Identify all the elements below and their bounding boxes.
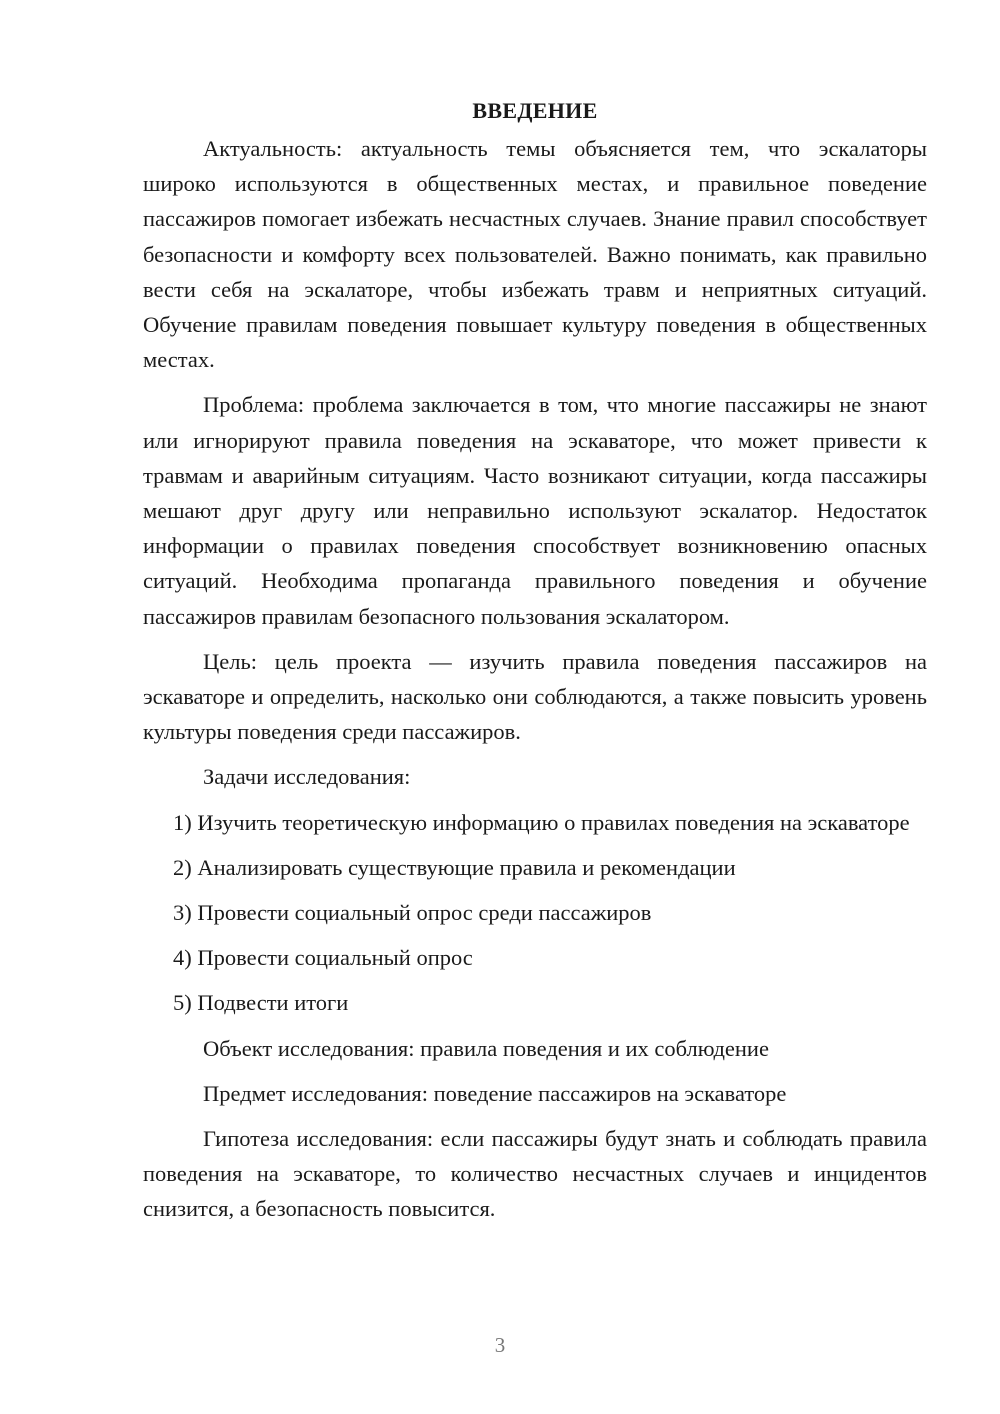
task-item-3: 3) Провести социальный опрос среди пассажиров bbox=[173, 900, 652, 926]
task-item-2: 2) Анализировать существующие правила и рекомендации bbox=[173, 854, 736, 880]
paragraph-problem: Проблема: проблема заключается в том, что многие пассажиры не знают или игнорируют правила поведения на эскаваторе, что может привести к травмам и аварийным ситуациям. Часто возникают ситуации, когда пассажиры мешают друг другу или неправильно используют эскалатор. Недостаток информации о правилах поведения способствует возникновению опасных ситуаций. Необходима пропаганда правильного поведения и обучение пассажиров правилам безопасного пользования эскалатором. bbox=[143, 392, 927, 629]
task-item-5: 5) Подвести итоги bbox=[173, 990, 349, 1016]
task-item-4: 4) Провести социальный опрос bbox=[173, 945, 473, 971]
paragraph-goal: Цель: цель проекта — изучить правила поведения пассажиров на эскаваторе и определить, насколько они соблюдаются, а также повысить уровень культуры поведения среди пассажиров. bbox=[143, 648, 927, 745]
tasks-heading: Задачи исследования: bbox=[203, 764, 411, 790]
document-page bbox=[143, 96, 927, 1237]
paragraph-hypothesis: Гипотеза исследования: если пассажиры будут знать и соблюдать правила поведения на эскаваторе, то количество несчастных случаев и инцидентов снизится, а безопасность повысится. bbox=[143, 1126, 927, 1222]
page-title: ВВЕДЕНИЕ bbox=[472, 98, 598, 123]
page-number: 3 bbox=[494, 1333, 506, 1357]
paragraph-object: Объект исследования: правила поведения и их соблюдение bbox=[203, 1035, 769, 1061]
paragraph-subject: Предмет исследования: поведение пассажиров на эскаваторе bbox=[203, 1080, 787, 1106]
task-item-1: 1) Изучить теоретическую информацию о правилах поведения на эскаваторе bbox=[173, 809, 910, 835]
paragraph-relevance: Актуальность: актуальность темы объясняется тем, что эскалаторы широко используются в общественных местах, и правильное поведение пассажиров помогает избежать несчастных случаев. Знание правил способствует безопасности и комфорту всех пользователей. Важно понимать, как правильно вести себя на эскалаторе, чтобы избежать травм и неприятных ситуаций. Обучение правилам поведения повышает культуру поведения в общественных местах. bbox=[143, 136, 927, 373]
